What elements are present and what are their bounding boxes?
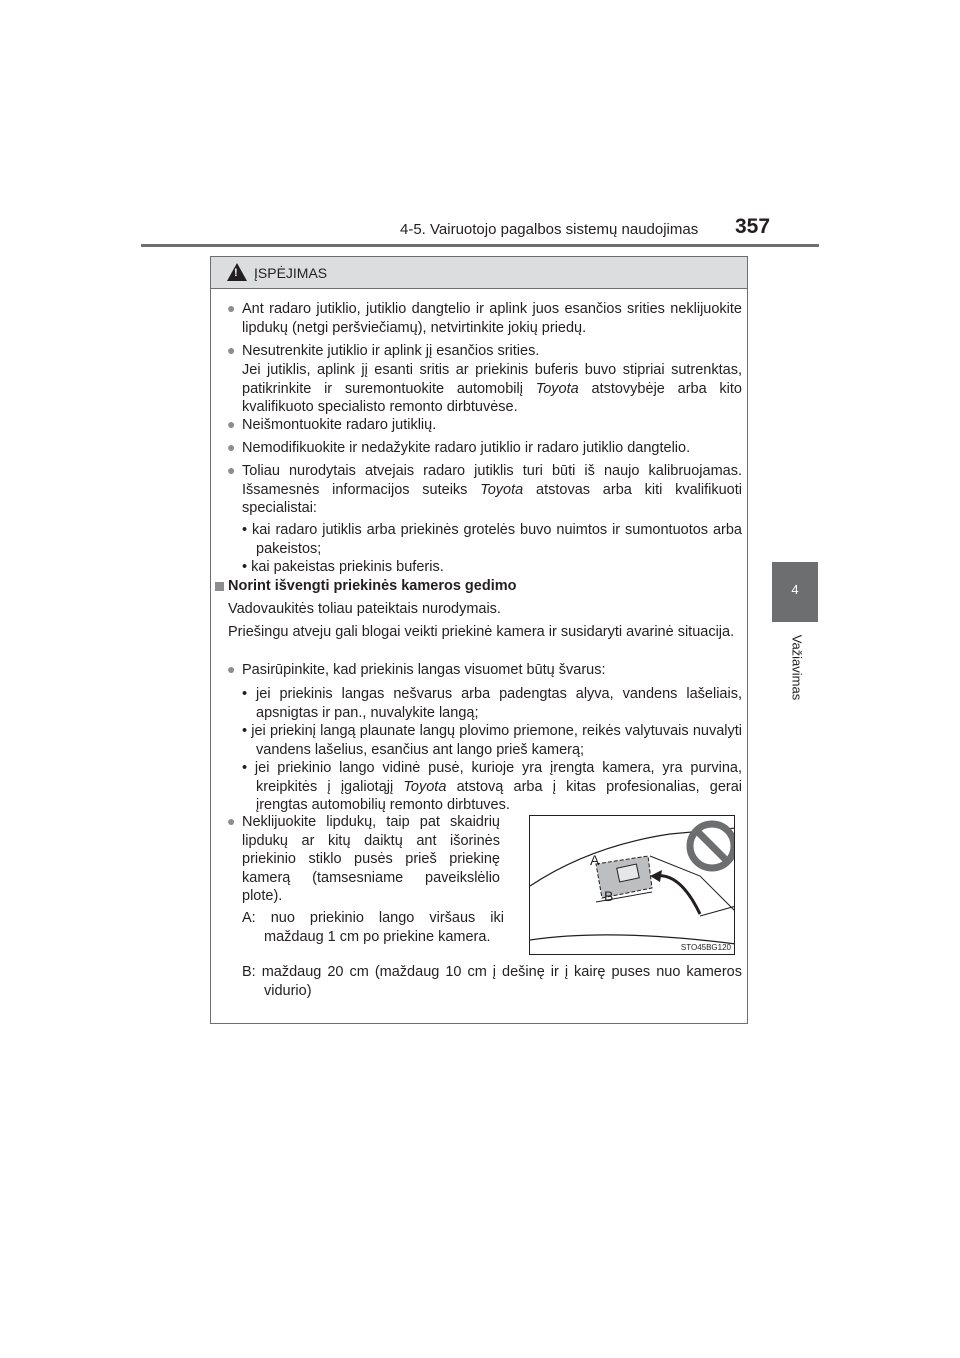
note-b: B: maždaug 20 cm (maždaug 10 cm į dešinę ir į kairę puses nuo kameros vidurio) [242,964,742,999]
detail-text: Jei jutiklis, aplink jį esanti sritis ar priekinis buferis buvo stipriai sutrenktas, patikrinkite ir suremontuokite automobilį [242,362,742,397]
bullet-icon: ● [227,462,236,478]
bullet-icon: ● [227,661,236,677]
warning-item: Neklijuokite lipdukų, taip pat skaidrių lipdukų ar kitų daiktų ant išorinės priekinio stiklo pusės prieš priekinę kamerą (tamsesniame paveikslėlio plote). [242,814,500,904]
bullet-icon: ● [227,416,236,432]
warning-title: ĮSPĖJIMAS [254,265,328,281]
section-title: 4-5. Vairuotojo pagalbos sistemų naudojimas [400,221,699,238]
warning-item: Neišmontuokite radaro jutiklių. [242,417,437,433]
windshield-illustration [530,816,735,955]
sub-item [242,759,742,815]
section-paragraph: Vadovaukitės toliau pateiktais nurodymais. [228,601,501,617]
warning-box [210,256,748,1024]
sub-item: • kai radaro jutiklis arba priekinės grotelės buvo nuimtos ir sumontuotos arba pakeistos; [242,522,742,557]
section-paragraph: Priešingu atveju gali blogai veikti priekinė kamera ir susidaryti avarinė situacija. [228,624,735,640]
brand-name: Toyota [535,380,579,397]
item-text: Toliau nurodytais atvejais radaro jutiklis turi būti iš naujo kalibruojamas. Išsamesnės informacijos suteiks [242,463,742,498]
figure-code: STO45BG120 [680,943,731,952]
warning-item [242,462,742,518]
bullet-icon: ● [227,300,236,316]
square-bullet-icon [215,582,224,591]
chapter-label-text: Važiavimas [789,634,805,701]
bullet-icon: ● [227,813,236,829]
warning-item: Nemodifikuokite ir nedažykite radaro jutiklio ir radaro jutiklio dangtelio. [242,440,691,456]
chapter-tab [772,562,818,622]
detail-text: atstovybėje arba kito kvalifikuoto specialisto remonto dirbtuvėse. [242,380,742,415]
header-rule [141,244,819,247]
warning-item-detail [242,361,742,417]
figure-label-b: B [604,888,614,904]
brand-name: Toyota [480,481,524,498]
sub-item: • kai pakeistas priekinis buferis. [242,559,444,575]
warning-header [211,257,747,289]
warning-icon [227,263,247,281]
sub-item: • jei priekinį langą plaunate langų plovimo priemone, reikės valytuvais nuvalyti vandens lašelius, esančius ant lango prieš kamerą; [242,723,742,758]
chapter-number: 4 [791,582,799,597]
warning-item: Ant radaro jutiklio, jutiklio dangtelio ir aplink juos esančios srities neklijuokite lipdukų (netgi peršviečiamų), netvirtinkite jokių priedų. [242,301,742,336]
section-heading: Norint išvengti priekinės kameros gedimo [228,578,517,594]
item-text: atstovas arba kiti kvalifikuoti specialistai: [242,481,742,516]
warning-item: Pasirūpinkite, kad priekinis langas visuomet būtų švarus: [242,662,606,678]
figure-label-a: A [590,852,600,868]
bullet-icon: ● [227,439,236,455]
sub-item: • jei priekinis langas nešvarus arba padengtas alyva, vandens lašeliais, apsnigtas ir pan., nuvalykite langą; [242,686,742,721]
windshield-figure [529,815,735,955]
bullet-icon: ● [227,342,236,358]
warning-item: Nesutrenkite jutiklio ir aplink jį esančios srities. [242,343,540,359]
chapter-label [787,630,807,710]
note-a: A: nuo priekinio lango viršaus iki maždaug 1 cm po priekine kamera. [242,910,504,945]
brand-name: Toyota [403,778,447,795]
page-number: 357 [735,215,771,238]
sub-text: • jei priekinio lango vidinė pusė, kurioje yra įrengta kamera, yra purvina, kreipkitės į įgaliotąjį [242,760,742,795]
sub-text: atstovą arba į kitas profesionalias, gerai įrengtas automobilių remonto dirbtuves. [256,778,743,813]
